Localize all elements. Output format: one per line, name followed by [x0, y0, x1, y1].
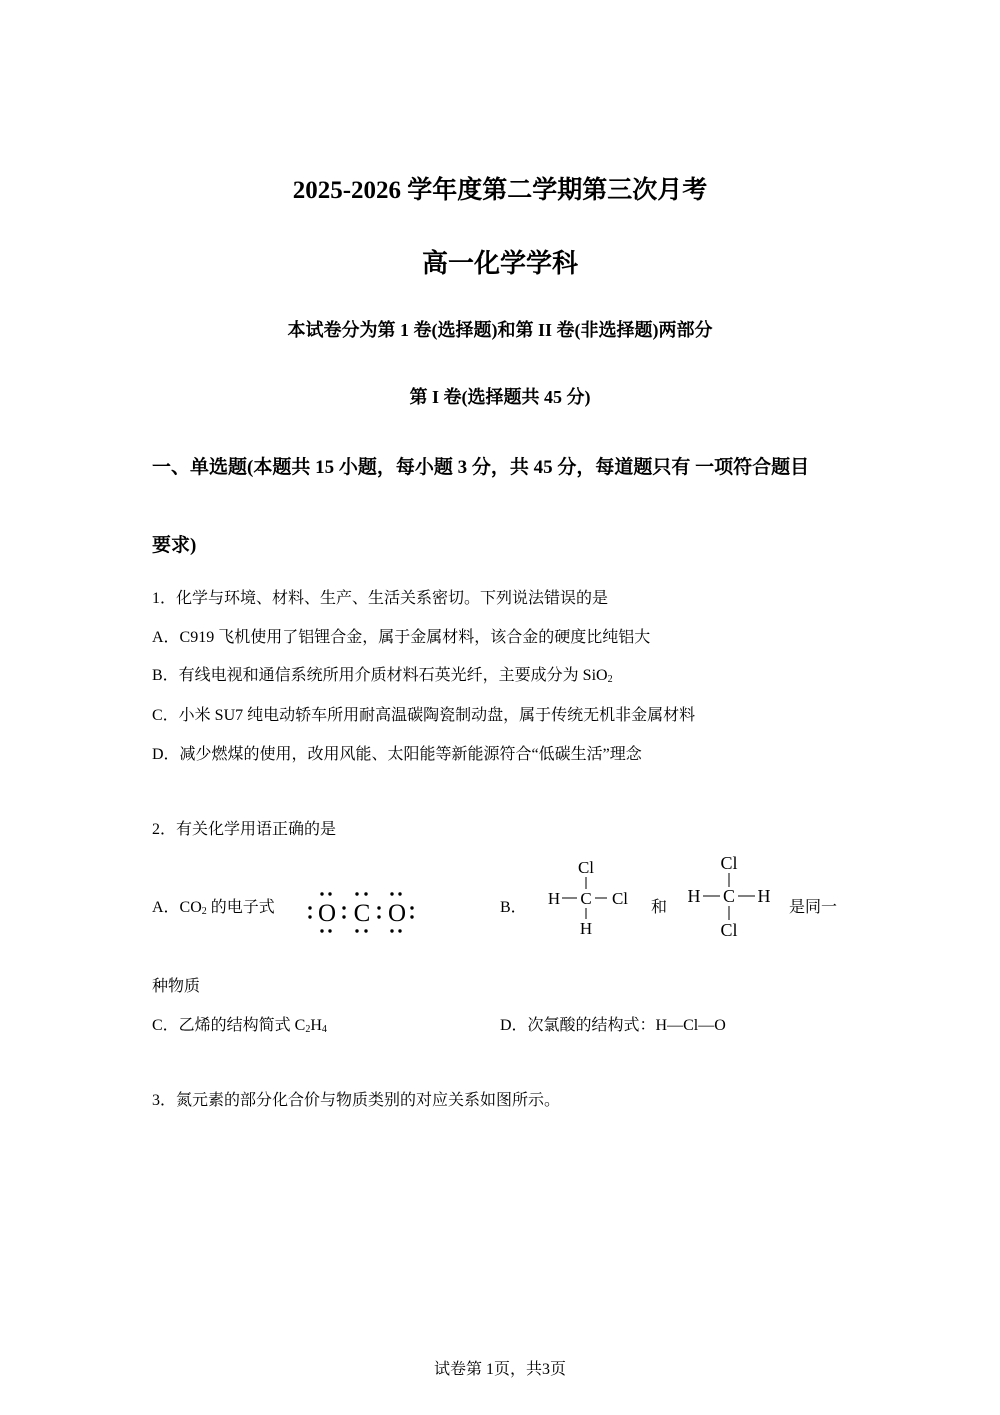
mol2-top-atom: Cl — [720, 853, 738, 873]
co2-electron-dot-diagram — [300, 886, 425, 938]
co2-atom-c: C — [353, 900, 371, 927]
q2-option-a-subscript: 2 — [201, 906, 207, 917]
q2-option-b-tail: 是同一 — [789, 899, 838, 916]
co2-atom-o-right: O — [387, 900, 407, 927]
q1-option-d: D．减少燃煤的使用，改用风能、太阳能等新能源符合“低碳生活”理念 — [152, 746, 642, 763]
mol2-right-atom: H — [757, 886, 771, 906]
q1-option-a: A．C919 飞机使用了铝锂合金，属于金属材料，该合金的硬度比纯铝大 — [152, 629, 651, 646]
q2-option-c — [152, 1012, 327, 1035]
q2-stem: 2．有关化学用语正确的是 — [152, 821, 337, 838]
q1-option-c: C．小米 SU7 纯电动轿车所用耐高温碳陶瓷制动盘，属于传统无机非金属材料 — [152, 707, 696, 724]
part-one-heading: 第 I 卷(选择题共 45 分) — [409, 387, 591, 407]
dichloromethane-structure-1 — [540, 856, 635, 940]
q2-option-b-continuation: 种物质 — [152, 978, 201, 995]
exam-subject: 高一化学学科 — [421, 249, 578, 278]
section-heading-line2: 要求) — [152, 535, 197, 556]
q2-option-a-prefix: A．CO — [152, 899, 202, 916]
mol1-left-atom: H — [547, 889, 561, 908]
page-footer: 试卷第 1页，共3页 — [433, 1361, 566, 1378]
co2-atom-o-left: O — [317, 900, 337, 927]
mol2-bottom-atom: Cl — [720, 920, 738, 940]
mol2-center-atom: C — [722, 886, 736, 906]
q1-option-b-text: B．有线电视和通信系统所用介质材料石英光纤，主要成分为 SiO — [152, 667, 608, 684]
q1-option-b — [152, 662, 613, 685]
q1-option-b-subscript: 2 — [607, 674, 613, 685]
q2-option-c-prefix: C．乙烯的结构简式 C — [152, 1017, 306, 1034]
q2-option-c-subscript-1: 2 — [305, 1024, 311, 1035]
dichloromethane-structure-2 — [683, 850, 778, 942]
q2-option-b-label: B． — [500, 899, 527, 916]
q2-option-c-mid: H — [310, 1017, 322, 1034]
q2-option-b-and: 和 — [651, 899, 668, 916]
q2-option-a-label — [152, 894, 275, 917]
exam-title: 2025-2026 学年度第二学期第三次月考 — [292, 177, 708, 204]
q2-option-d: D．次氯酸的结构式：H—Cl—O — [500, 1017, 726, 1034]
mol1-bottom-atom: H — [579, 919, 593, 938]
section-heading-line1: 一、单选题(本题共 15 小题，每小题 3 分，共 45 分，每道题只有 一项符合题目 — [152, 457, 810, 478]
mol1-top-atom: Cl — [577, 858, 595, 877]
q2-option-c-subscript-2: 4 — [321, 1024, 327, 1035]
q2-option-a-suffix: 的电子式 — [206, 899, 275, 916]
mol1-right-atom: Cl — [611, 889, 629, 908]
mol1-center-atom: C — [580, 889, 592, 908]
q3-stem: 3．氮元素的部分化合价与物质类别的对应关系如图所示。 — [152, 1092, 561, 1109]
exam-intro: 本试卷分为第 1 卷(选择题)和第 II 卷(非选择题)两部分 — [287, 320, 713, 340]
q1-stem: 1．化学与环境、材料、生产、生活关系密切。下列说法错误的是 — [152, 590, 609, 607]
mol2-left-atom: H — [687, 886, 701, 906]
